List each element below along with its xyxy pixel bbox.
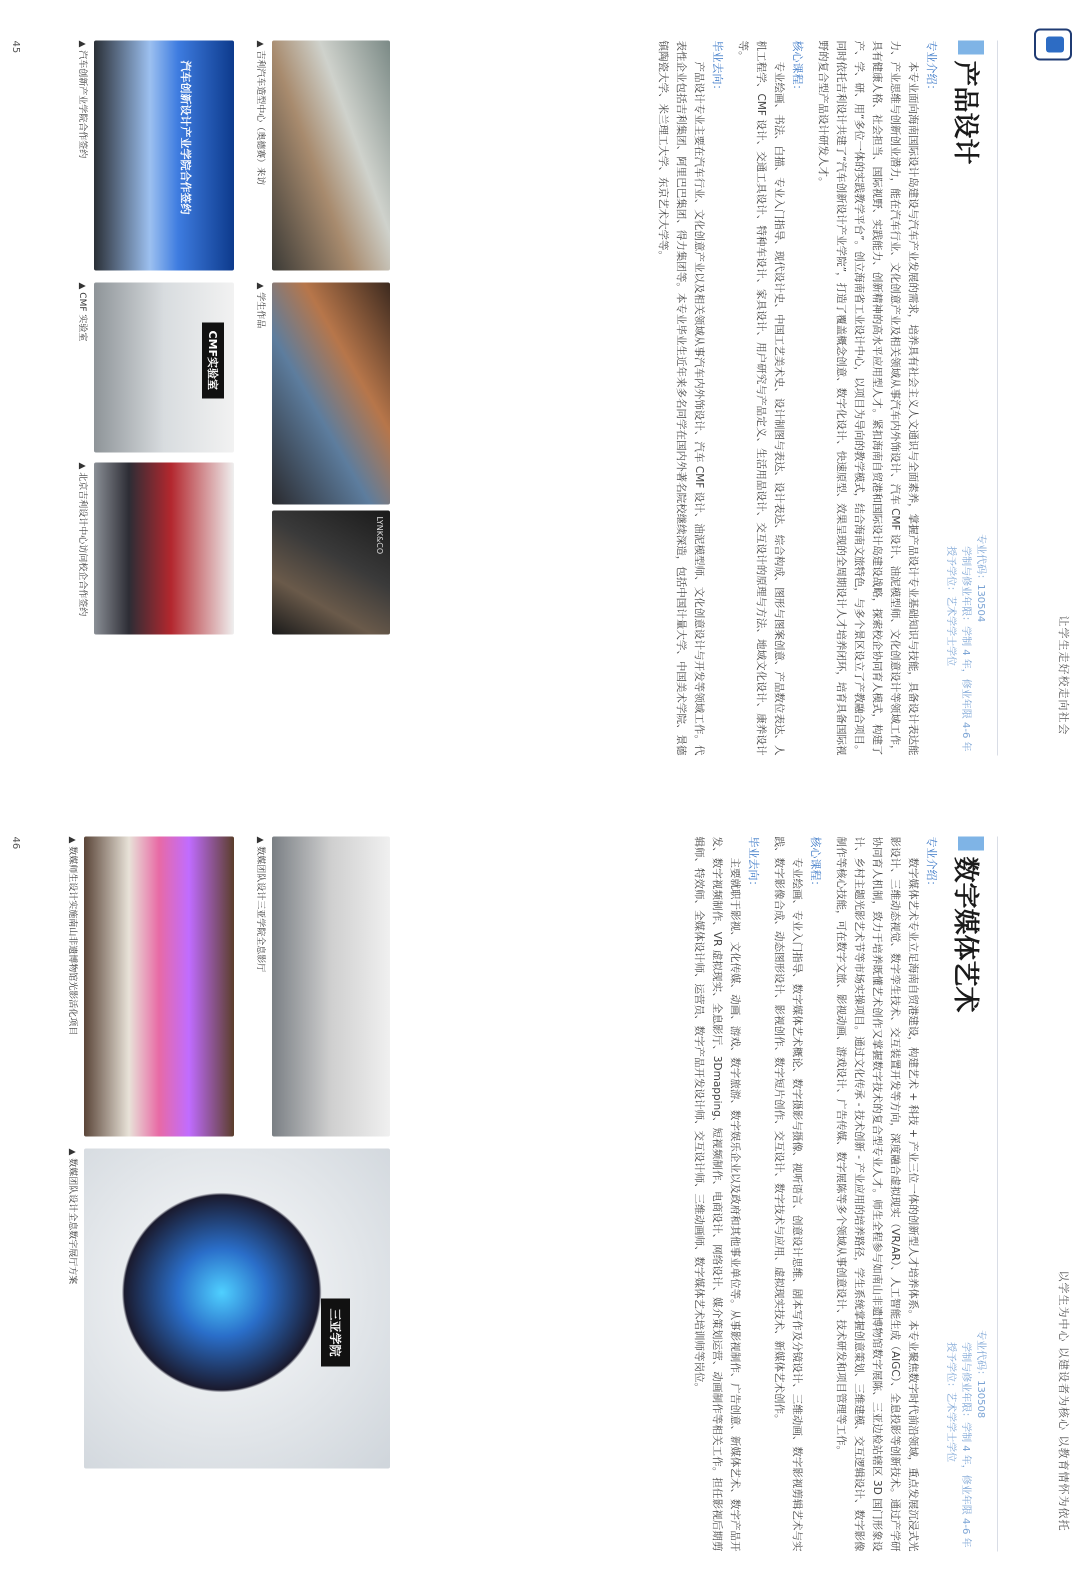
body-text (650, 40, 948, 755)
section-intro-title: 专业介绍： (925, 40, 938, 95)
program-meta (943, 1330, 988, 1547)
photo-signing-ceremony (94, 40, 234, 270)
program-meta (943, 534, 988, 751)
header-divider (997, 40, 998, 755)
caption-digital-hall: ▲ 数媒团队设计全息数字展厅方案 (67, 1148, 77, 1284)
section-career-title: 毕业去向： (711, 40, 724, 95)
booth-brand-sign: 三亚学院 (321, 1298, 350, 1366)
page-number: 45 (10, 40, 21, 53)
program-degree: 授予学位：艺术学学士学位 (945, 545, 956, 666)
body-text (686, 836, 948, 1551)
section-courses-text: 专业绘画、书法、白描、专业入门指导、现代设计史、中国工艺美术史、设计制图与表达、设计表达、综合构成、图形与图案创意、产品数位表达、人机工程学、CMF 设计、交通工具设计、特种车设计、家具设计、用户研究与产品定义、生活用品设计、交互设计的原理与方法、地域文化设计、康养设计等。 (737, 40, 785, 755)
title-accent-bar (958, 40, 984, 54)
program-duration: 学制与修业年限：学制 4 年，修业年限 4-6 年 (960, 1341, 971, 1547)
program-degree: 授予学位：艺术学学士学位 (945, 1341, 956, 1462)
page-title: 数字媒体艺术 (950, 856, 980, 1013)
section-career-text: 产品设计专业主要在汽车行业、文化创意产业以及相关领域从事汽车内外饰设计、汽车 CMF 设计、油泥模型师、文化创意设计与开发等领域工作。代表性企业包括吉利集团、阿里巴巴集团、得力集团等。本专业毕业生近年来多名同学在国内外著名院校继续深造，包括中国计量大学、中国美术学院、景德镇陶瓷大学、米兰理工大学、东京艺术大学等。 (657, 40, 705, 755)
program-code: 专业代码：130504 (975, 533, 986, 622)
header-divider (997, 836, 998, 1551)
page-digital-media-rotated (0, 796, 1080, 1591)
caption-hologram-hall: ▲ 数媒团队设计三亚学院全息影厅 (255, 836, 265, 972)
caption-cmf-lab: ▲ CMF 实验室 (77, 282, 87, 341)
page-product-design (0, 0, 1080, 795)
section-intro-title: 专业介绍： (925, 836, 938, 891)
header-slogan: 让学生走好校走向社会 (1057, 615, 1070, 735)
photo-cmf-lab (94, 282, 234, 452)
photo-beijing-geely-signing (94, 462, 234, 634)
photo-digital-hall-plan (84, 1148, 390, 1468)
section-career-title: 毕业去向： (747, 836, 760, 891)
photo-student-work-1 (272, 282, 390, 504)
page-product-design-rotated (0, 0, 1080, 795)
photo-student-work-2 (272, 510, 390, 634)
caption-signing: ▲ 汽车创新产业学院合作签约 (77, 40, 87, 158)
page-title: 产品设计 (950, 60, 980, 165)
program-duration: 学制与修业年限：学制 4 年，修业年限 4-6 年 (960, 545, 971, 751)
banner-text: 汽车创新设计产业学院合作签约 (179, 60, 192, 214)
caption-beijing-geely: ▲ 北京吉利设计中心访问校企合作签约 (77, 462, 87, 616)
caption-geely-visit: ▲ 吉利汽车造型中心（奥德赛）来访 (255, 40, 265, 185)
university-emblem-icon (1034, 28, 1072, 60)
title-accent-bar (958, 836, 984, 850)
page-number: 46 (10, 836, 21, 849)
section-courses-title: 核心课程： (809, 836, 822, 891)
photo-hologram-hall-design (272, 836, 390, 1136)
caption-student-work: ▲ 学生作品 (255, 282, 265, 328)
photo-geely-visit (272, 40, 390, 270)
caption-nanshan-museum: ▲ 数媒师生设计实施南山非遗博物馆光影活化项目 (67, 836, 77, 1035)
section-career-text: 主要就职于影视、文化传媒、动画、游戏、数字旅游、数字娱乐企业以及政府和其他事业单位等。从事影视制作、广告创意、新媒体艺术、数字产品开发、数字视频制作、VR 虚拟现实、全息影厅、3Dmapping、短视频制作、电商设计、网络设计、媒介策划运营、动画制作等相关工作。担任影视后期剪辑师、特效师、全媒体设计师、运营员、数字产品开发设计师、交互设计师、三维动画师、数字媒体艺术培训师等岗位。 (693, 836, 741, 1551)
car-brand-text: LYNK&CO (375, 516, 384, 554)
header-slogan: 以学生为中心 以建设者为核心 以教育情怀为依托 (1057, 1270, 1070, 1531)
cmf-lab-sign: CMF实验室 (202, 322, 224, 398)
program-code: 专业代码：130508 (975, 1329, 986, 1418)
photo-nanshan-museum (84, 836, 234, 1136)
section-courses-title: 核心课程： (791, 40, 804, 95)
page-digital-media-art (0, 796, 1080, 1591)
section-intro-text: 本专业面向海南国际设计岛建设与汽车产业发展的需求，培养具有社会主义人文通识与全面素养，掌握产品设计专业基础知识与技能，具备设计表达能力、产业思维与创新创业潜力，能在汽车行业、文化创意产业及相关领域从事汽车内外饰设计、汽车 CMF 设计、油泥模型师、文化创意设计等领域工作，具有健康人格、社会担当、国际视野、实践能力、创新精神的高水平应用型人才。紧扣海南自贸港和国际设计岛建设战略，探索校企协同育人模式，构建了产、学、研、用“多位一体的实践教学平台”。创立海南省工业设计中心，以项目为导向的教学模式，结合海南文旅特色，与多个景区设立了产教融合项目。同时依托吉利设计共建了“汽车创新设计产业学院”，打造了覆盖概念创意、数字化设计、快速原型、效果呈现的全周期设计人才培养闭环，培育具备国际视野的复合型产品设计研发人才。 (817, 40, 919, 755)
section-intro-text: 数字媒体艺术专业立足海南自贸港建设，构建艺术 + 科技 + 产业三位一体的创新型人才培养体系。本专业聚焦数字时代前沿领域，重点发展沉浸式光影设计、三维动态视觉、数字孪生技术、交互装置开发等方向，深度融合虚拟现实（VR/AR）、人工智能生成（AIGC）、全息投影等创新技术。通过产学研协同育人机制，致力于培养既懂艺术创作又掌握数字技术的复合型专业人才。师生全程参与如南山非遗博物馆数字展陈、三亚边检站辖区 3D 国门形象设计、乡村主题光影艺术节等市场实操项目。通过文化传承 - 技术创新 - 产业应用的培养路径，学生系统掌握创意策划、三维建模、交互逻辑设计、数字影像制作等核心技能，可在数字文旅、影视动画、游戏设计、广告传媒、数字展陈等多个领域从事创意设计、技术研发和项目管理等工作。 (835, 836, 919, 1551)
section-courses-text: 专业绘画、专业入门指导、数字媒体艺术概论、数字摄影与摄像、视听语言、创意设计思维、剧本写作及分镜设计、三维动画、数字影视剪辑艺术与实践、数字影像合成、动态图形设计、影视创作、数字短片创作、交互设计、数字技术与应用、虚拟现实技术、新媒体艺术创作。 (773, 836, 803, 1551)
